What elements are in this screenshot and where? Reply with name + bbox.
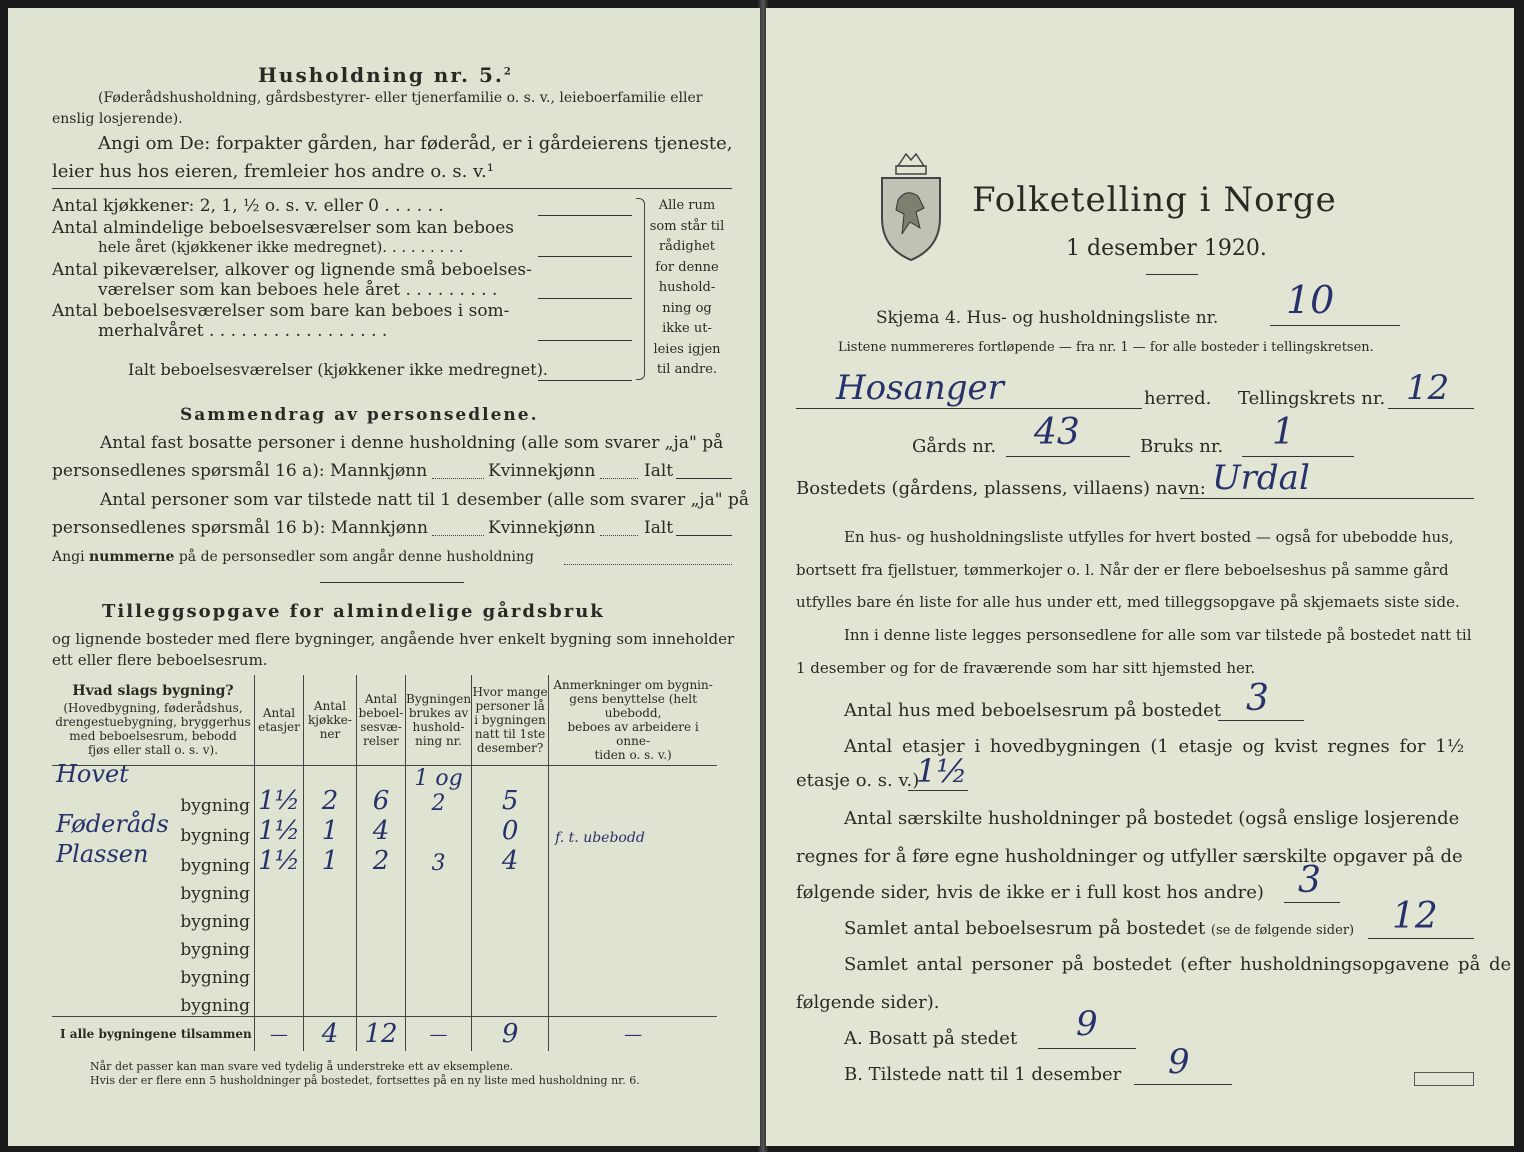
bygning-label: bygning	[180, 996, 250, 1016]
right-page	[766, 8, 1514, 1146]
answer-dots	[600, 478, 638, 479]
bygning-label: bygning	[180, 968, 250, 988]
cell-anm	[549, 904, 718, 932]
cell-etasjer: 1½	[255, 766, 304, 817]
cell-anm	[549, 988, 718, 1017]
header-line: tiden o. s. v.)	[594, 748, 672, 762]
header-line: hushold-	[412, 720, 465, 734]
room-line: Antal beboelsesværelser som bare kan beboes i som-	[52, 301, 510, 321]
header-line: beboel-	[358, 706, 404, 720]
building-name-cell	[52, 988, 255, 1017]
cell-hush: 1 og 2	[406, 766, 472, 817]
header-floors	[255, 675, 304, 766]
instruction-line: En hus- og husholdningsliste utfylles for hvert bosted — også for ubebodde hus,	[844, 528, 1454, 546]
header-line: Hvor mange	[472, 685, 548, 699]
angi-nummerne: Angi nummerne på de personsedler som angår denne husholdning	[52, 549, 534, 565]
cell-kjokkener: 1	[304, 816, 357, 846]
cell-hush	[406, 876, 472, 904]
building-name-cell	[52, 960, 255, 988]
cell-personer	[472, 876, 549, 904]
answer-line	[1270, 325, 1400, 326]
room-line: merhalvåret . . . . . . . . . . . . . . . . .	[98, 321, 388, 341]
husholdninger-value: 3	[1298, 860, 1321, 901]
side-note-line: til andre.	[656, 362, 718, 377]
header-line: kjøkke-	[308, 713, 352, 727]
header-line: Hvad slags bygning?	[72, 682, 234, 699]
cell-personer: 0	[472, 816, 549, 846]
answer-dots	[432, 535, 484, 536]
header-line: personer lå	[475, 699, 545, 713]
total-rooms: 12	[357, 1017, 406, 1052]
room-line: værelser som kan beboes hele året . . . . . . . . .	[98, 280, 498, 300]
form-date: 1 desember 1920.	[1066, 236, 1267, 261]
room-line: Antal almindelige beboelsesværelser som kan beboes	[52, 218, 514, 238]
cell-etasjer	[255, 904, 304, 932]
table-row	[52, 816, 717, 846]
etasjer-value: 1½	[916, 752, 968, 790]
bosatt-label: A. Bosatt på stedet	[844, 1028, 1018, 1049]
answer-line	[1038, 1048, 1136, 1049]
cell-hush	[406, 932, 472, 960]
summary-line: personsedlenes spørsmål 16 b): Mannkjønn	[52, 518, 428, 538]
antal-hus-label: Antal hus med beboelsesrum på bostedet	[844, 700, 1222, 721]
side-note-line: rådighet	[658, 239, 716, 254]
answer-line	[1180, 498, 1474, 499]
total-label: I alle bygningene tilsammen	[52, 1017, 255, 1052]
ialt-rooms-label: Ialt beboelsesværelser (kjøkkener ikke medregnet).	[128, 360, 549, 379]
header-line: sesvæ-	[360, 720, 402, 734]
skjema-label: Skjema 4. Hus- og husholdningsliste nr.	[876, 308, 1219, 328]
cell-kjokkener	[304, 904, 357, 932]
table-row	[52, 932, 717, 960]
cell-anm	[549, 846, 718, 876]
header-line: ning nr.	[415, 734, 462, 748]
cell-etasjer	[255, 960, 304, 988]
divider	[52, 188, 732, 189]
tellingskrets-label: Tellingskrets nr.	[1238, 388, 1386, 409]
header-line: gens benyttelse (helt ubebodd,	[569, 692, 697, 720]
cell-kjokkener	[304, 960, 357, 988]
header-line: relser	[363, 734, 399, 748]
antal-hus-value: 3	[1246, 678, 1269, 719]
bosted-value: Urdal	[1212, 458, 1310, 498]
instruction-line: Inn i denne liste legges personsedlene for alle som var tilstede på bostedet natt til	[844, 626, 1472, 644]
header-line: beboes av arbeidere i onne-	[567, 720, 699, 748]
listene-note: Listene nummereres fortløpende — fra nr. 1 — for alle bosteder i tellingskretsen.	[838, 340, 1374, 355]
angi-line: Angi om De: forpakter gården, har føderåd, er i gårdeierens tjeneste,	[98, 133, 733, 154]
cell-anm	[549, 960, 718, 988]
building-name-cell	[52, 876, 255, 904]
side-note-line: leies igjen	[653, 341, 721, 357]
cell-hush	[406, 960, 472, 988]
header-kitchens	[304, 675, 357, 766]
samlet-rum-value: 12	[1392, 896, 1438, 937]
side-note-line: Alle rum	[658, 198, 716, 213]
angi-line: leier hus hos eieren, fremleier hos andre o. s. v.¹	[52, 161, 494, 182]
building-name-cell	[52, 932, 255, 960]
answer-line	[538, 380, 632, 381]
building-name: Føderåds	[56, 810, 169, 838]
table-row	[52, 988, 717, 1017]
header-line: Antal	[364, 692, 398, 706]
cell-anm: f. t. ubebodd	[549, 816, 718, 846]
bruks-value: 1	[1272, 412, 1295, 453]
cell-hush	[406, 816, 472, 846]
answer-line	[1006, 456, 1130, 457]
summary-line: personsedlenes spørsmål 16 a): Mannkjønn	[52, 461, 428, 481]
total-floors: —	[255, 1017, 304, 1052]
cell-personer	[472, 932, 549, 960]
header-line: med beboelsesrum, bebodd	[69, 728, 237, 743]
answer-line	[676, 535, 732, 536]
answer-dots	[564, 564, 732, 565]
cell-kjokkener	[304, 876, 357, 904]
cell-vaerelser	[357, 988, 406, 1017]
side-note-line: ning og	[662, 300, 712, 316]
table-header-row	[52, 675, 717, 766]
header-remarks	[549, 675, 718, 766]
total-kitchens: 4	[304, 1017, 357, 1052]
cell-vaerelser: 6	[357, 766, 406, 817]
tilstede-label: B. Tilstede natt til 1 desember	[844, 1064, 1122, 1085]
answer-line	[538, 256, 632, 257]
answer-line	[538, 340, 632, 341]
building-name: Plassen	[56, 840, 149, 868]
divider	[1146, 274, 1198, 275]
cell-personer: 4	[472, 846, 549, 876]
side-note	[648, 196, 726, 381]
header-building-type	[52, 675, 255, 766]
cell-vaerelser	[357, 932, 406, 960]
building-name: Hovet	[56, 760, 129, 788]
gards-value: 43	[1034, 412, 1080, 453]
answer-line	[908, 790, 968, 791]
saerskilte-line: regnes for å føre egne husholdninger og utfyller særskilte opgaver på de	[796, 846, 1463, 867]
cell-etasjer	[255, 876, 304, 904]
herred-value: Hosanger	[836, 368, 1004, 408]
building-name-cell	[52, 760, 255, 817]
samlet-rum-label: Samlet antal beboelsesrum på bostedet (se de følgende sider)	[844, 918, 1355, 939]
bygning-label: bygning	[180, 796, 250, 816]
bosted-label: Bostedets (gårdens, plassens, villaens) navn:	[796, 478, 1206, 499]
cell-vaerelser: 2	[357, 846, 406, 876]
bygning-label: bygning	[180, 884, 250, 904]
cell-personer: 5	[472, 766, 549, 817]
header-line: (Hovedbygning, føderådshus,	[63, 700, 243, 715]
answer-line	[1218, 720, 1304, 721]
building-name-cell	[52, 904, 255, 932]
answer-line	[796, 408, 1142, 409]
answer-line	[1242, 456, 1354, 457]
coat-of-arms-icon	[876, 148, 946, 263]
header-line: desember?	[476, 741, 544, 755]
answer-line	[538, 215, 632, 216]
cell-kjokkener	[304, 932, 357, 960]
kvinnekjonn-label: Kvinnekjønn	[488, 518, 596, 538]
cell-etasjer	[255, 988, 304, 1017]
left-page	[8, 8, 760, 1146]
header-line: etasjer	[258, 720, 300, 734]
bygning-label: bygning	[180, 912, 250, 932]
household-heading: Husholdning nr. 5.$^2$	[258, 63, 513, 87]
ialt-label: Ialt	[644, 461, 674, 481]
header-line: Antal	[262, 706, 296, 720]
answer-line	[676, 478, 732, 479]
brace	[636, 198, 645, 380]
table-body	[52, 760, 717, 1017]
cell-hush: 3	[406, 846, 472, 876]
total-persons: 9	[472, 1017, 549, 1052]
supplement-line: og lignende bosteder med flere bygninger, angående hver enkelt bygning som inneholder	[52, 630, 735, 648]
saerskilte-line: Antal særskilte husholdninger på bostedet (også enslige losjerende	[844, 808, 1460, 829]
summary-title: Sammendrag av personsedlene.	[180, 405, 539, 425]
intro-line: (Føderådshusholdning, gårdsbestyrer- eller tjenerfamilie o. s. v., leieboerfamilie eller	[98, 90, 703, 106]
room-line: hele året (kjøkkener ikke medregnet). . . . . . . . .	[98, 238, 464, 256]
header-line: Antal	[313, 699, 347, 713]
answer-line	[538, 298, 632, 299]
samlet-personer-line: Samlet antal personer på bostedet (efter husholdningsopgavene på de	[844, 954, 1512, 975]
cell-vaerelser: 4	[357, 816, 406, 846]
answer-line	[1368, 938, 1474, 939]
cell-vaerelser	[357, 960, 406, 988]
footnote: Når det passer kan man svare ved tydelig å understreke ett av eksemplene.	[90, 1060, 514, 1073]
buildings-table	[52, 675, 717, 1051]
bygning-label: bygning	[180, 826, 250, 846]
cell-vaerelser	[357, 876, 406, 904]
cell-personer	[472, 988, 549, 1017]
cell-kjokkener: 1	[304, 846, 357, 876]
cell-etasjer: 1½	[255, 816, 304, 846]
saerskilte-line: følgende sider, hvis de ikke er i full kost hos andre)	[796, 882, 1264, 903]
bruks-label: Bruks nr.	[1140, 436, 1224, 457]
answer-line	[1284, 902, 1340, 903]
answer-dots	[432, 478, 484, 479]
bosatt-value: 9	[1076, 1004, 1098, 1044]
cell-hush	[406, 988, 472, 1017]
cell-kjokkener: 2	[304, 766, 357, 817]
side-note-line: for denne	[655, 259, 719, 275]
table-total-row	[52, 1017, 717, 1052]
cell-personer	[472, 904, 549, 932]
divider	[320, 582, 464, 583]
header-line: natt til 1ste	[474, 727, 546, 741]
samlet-personer-line: følgende sider).	[796, 992, 940, 1013]
header-line: Bygningen	[406, 692, 472, 706]
side-note-line: hushold-	[658, 280, 716, 295]
tellingskrets-value: 12	[1406, 368, 1450, 408]
total-household: —	[406, 1017, 472, 1052]
list-number-value: 10	[1286, 278, 1335, 322]
header-line: i bygningen	[474, 713, 546, 727]
header-line: Anmerkninger om bygnin-	[553, 678, 713, 692]
bygning-label: bygning	[180, 940, 250, 960]
header-persons	[472, 675, 549, 766]
footnote: Hvis der er flere enn 5 husholdninger på bostedet, fortsettes på en ny liste med husholdning nr. 6.	[90, 1074, 640, 1087]
header-line: drengestuebygning, bryggerhus	[55, 714, 251, 729]
supplement-title: Tilleggsopgave for almindelige gårdsbruk	[102, 601, 605, 622]
etasjer-label: etasje o. s. v.)	[796, 770, 920, 791]
table-row	[52, 766, 717, 817]
table-row	[52, 876, 717, 904]
table-row	[52, 846, 717, 876]
etasjer-label: Antal etasjer i hovedbygningen (1 etasje og kvist regnes for 1½	[844, 736, 1465, 757]
cell-hush	[406, 904, 472, 932]
side-note-line: som står til	[649, 218, 725, 234]
summary-line: Antal fast bosatte personer i denne husholdning (alle som svarer „ja" på	[100, 433, 724, 453]
cell-vaerelser	[357, 904, 406, 932]
cell-anm	[549, 876, 718, 904]
cell-anm	[549, 766, 718, 817]
header-line: ner	[319, 727, 341, 741]
cell-etasjer: 1½	[255, 846, 304, 876]
table-row	[52, 960, 717, 988]
herred-label: herred.	[1144, 388, 1212, 409]
gards-label: Gårds nr.	[912, 436, 997, 457]
intro-line: enslig losjerende).	[52, 111, 183, 127]
kvinnekjonn-label: Kvinnekjønn	[488, 461, 596, 481]
cell-kjokkener	[304, 988, 357, 1017]
side-note-line: ikke ut-	[662, 321, 712, 336]
table-row	[52, 904, 717, 932]
total-remarks: —	[549, 1017, 718, 1052]
cell-personer	[472, 960, 549, 988]
answer-line	[1134, 1084, 1232, 1085]
header-line: fjøs eller stall o. s. v).	[87, 742, 219, 757]
instruction-line: utfylles bare én liste for alle hus under ett, med tilleggsopgave på skjemaets siste side.	[796, 593, 1460, 611]
header-line: brukes av	[408, 706, 469, 720]
header-household-no	[406, 675, 472, 766]
header-rooms	[357, 675, 406, 766]
bygning-label: bygning	[180, 856, 250, 876]
answer-line	[1388, 408, 1474, 409]
form-title: Folketelling i Norge	[972, 180, 1337, 220]
summary-line: Antal personer som var tilstede natt til 1 desember (alle som svarer „ja" på	[100, 490, 750, 510]
cell-etasjer	[255, 932, 304, 960]
room-line: Antal kjøkkener: 2, 1, ½ o. s. v. eller 0 . . . . . .	[52, 196, 444, 216]
instruction-line: bortsett fra fjellstuer, tømmerkojer o. l. Når der er flere beboelseshus på samme gård	[796, 561, 1449, 579]
answer-dots	[600, 535, 638, 536]
building-name-cell	[52, 840, 255, 876]
cell-anm	[549, 932, 718, 960]
ialt-label: Ialt	[644, 518, 674, 538]
tilstede-value: 9	[1168, 1042, 1190, 1082]
instruction-line: 1 desember og for de fraværende som har sitt hjemsted her.	[796, 659, 1256, 677]
printer-stamp	[1414, 1072, 1474, 1086]
supplement-line: ett eller flere beboelsesrum.	[52, 651, 268, 669]
room-line: Antal pikeværelser, alkover og lignende små beboelses-	[52, 260, 532, 280]
